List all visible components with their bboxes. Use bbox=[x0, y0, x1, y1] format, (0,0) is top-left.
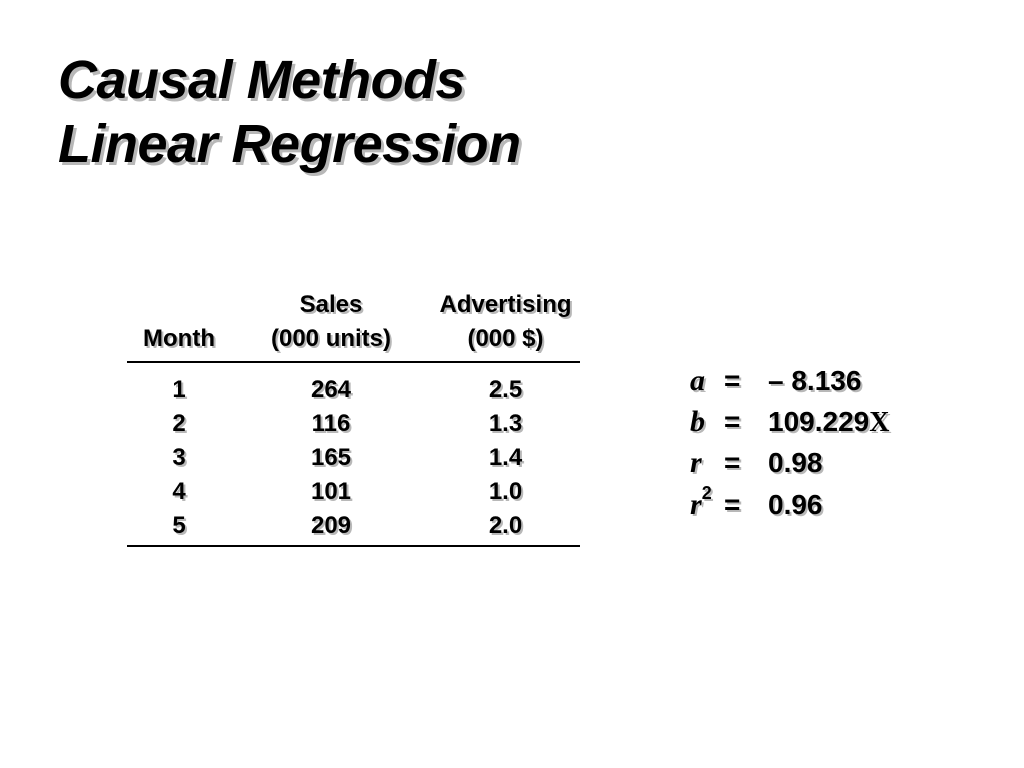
slide-title-line-1: Causal Methods bbox=[58, 50, 466, 110]
table-row bbox=[127, 407, 580, 441]
cell-sales: 165 bbox=[310, 444, 352, 471]
table-body bbox=[127, 362, 580, 546]
equation-row bbox=[690, 405, 889, 446]
equation-value bbox=[768, 406, 889, 439]
regression-results bbox=[690, 364, 889, 528]
equation-value bbox=[768, 447, 823, 479]
cell-month: 1 bbox=[172, 376, 186, 403]
cell-advertising: 2.5 bbox=[488, 376, 523, 403]
equation-variable-letter: r bbox=[690, 446, 702, 479]
table-row bbox=[127, 475, 580, 509]
cell-sales: 264 bbox=[310, 376, 352, 403]
equation-variable-exponent: 2 bbox=[701, 483, 712, 503]
equation-variable-letter: b bbox=[690, 405, 705, 438]
cell-month: 2 bbox=[172, 410, 186, 437]
header-sales-unit: (000 units) bbox=[231, 322, 431, 362]
header-advertising-unit: (000 $) bbox=[431, 322, 580, 362]
equation-variable bbox=[690, 405, 724, 439]
equation-row bbox=[690, 446, 889, 487]
cell-advertising: 1.0 bbox=[488, 478, 523, 505]
cell-advertising: 1.3 bbox=[488, 410, 523, 437]
header-row-top bbox=[127, 288, 580, 322]
cell-month: 5 bbox=[127, 509, 231, 546]
equation-variable-letter: r bbox=[690, 488, 702, 521]
equation-variable-letter: a bbox=[690, 364, 705, 397]
equation-value bbox=[768, 489, 823, 521]
equation-value-number: 0.98 bbox=[768, 447, 823, 478]
equation-variable bbox=[690, 483, 724, 522]
cell-sales: 209 bbox=[231, 509, 431, 546]
header-row-bottom bbox=[127, 322, 580, 362]
equation-variable bbox=[690, 446, 724, 480]
equals-sign: = bbox=[724, 447, 741, 478]
table-row bbox=[127, 362, 580, 407]
equation-value-number: – 8.136 bbox=[768, 365, 862, 396]
header-sales-label: Sales bbox=[299, 291, 363, 318]
header-month-top bbox=[127, 288, 231, 322]
cell-advertising: 1.4 bbox=[488, 444, 523, 471]
header-month: Month bbox=[127, 322, 231, 362]
cell-advertising: 2.0 bbox=[431, 509, 580, 546]
cell-month: 4 bbox=[172, 478, 186, 505]
equation-row bbox=[690, 364, 889, 405]
cell-sales: 116 bbox=[311, 410, 351, 437]
cell-month: 3 bbox=[172, 444, 186, 471]
slide-title-line-2: Linear Regression bbox=[58, 114, 521, 174]
equation-row bbox=[690, 483, 889, 528]
cell-sales: 101 bbox=[310, 478, 352, 505]
equation-variable bbox=[690, 364, 724, 398]
table-row bbox=[127, 509, 580, 546]
equals-sign: = bbox=[724, 406, 741, 437]
equation-value-number: 109.229 bbox=[768, 406, 870, 437]
equals-sign: = bbox=[724, 365, 741, 396]
data-table bbox=[127, 288, 580, 547]
equals-sign: = bbox=[724, 489, 741, 520]
equation-value-number: 0.96 bbox=[768, 489, 823, 520]
equation-value-variable: X bbox=[869, 407, 890, 438]
equation-value bbox=[768, 365, 861, 397]
table-row bbox=[127, 441, 580, 475]
slide-title bbox=[58, 48, 521, 176]
header-advertising-label: Advertising bbox=[439, 291, 572, 318]
